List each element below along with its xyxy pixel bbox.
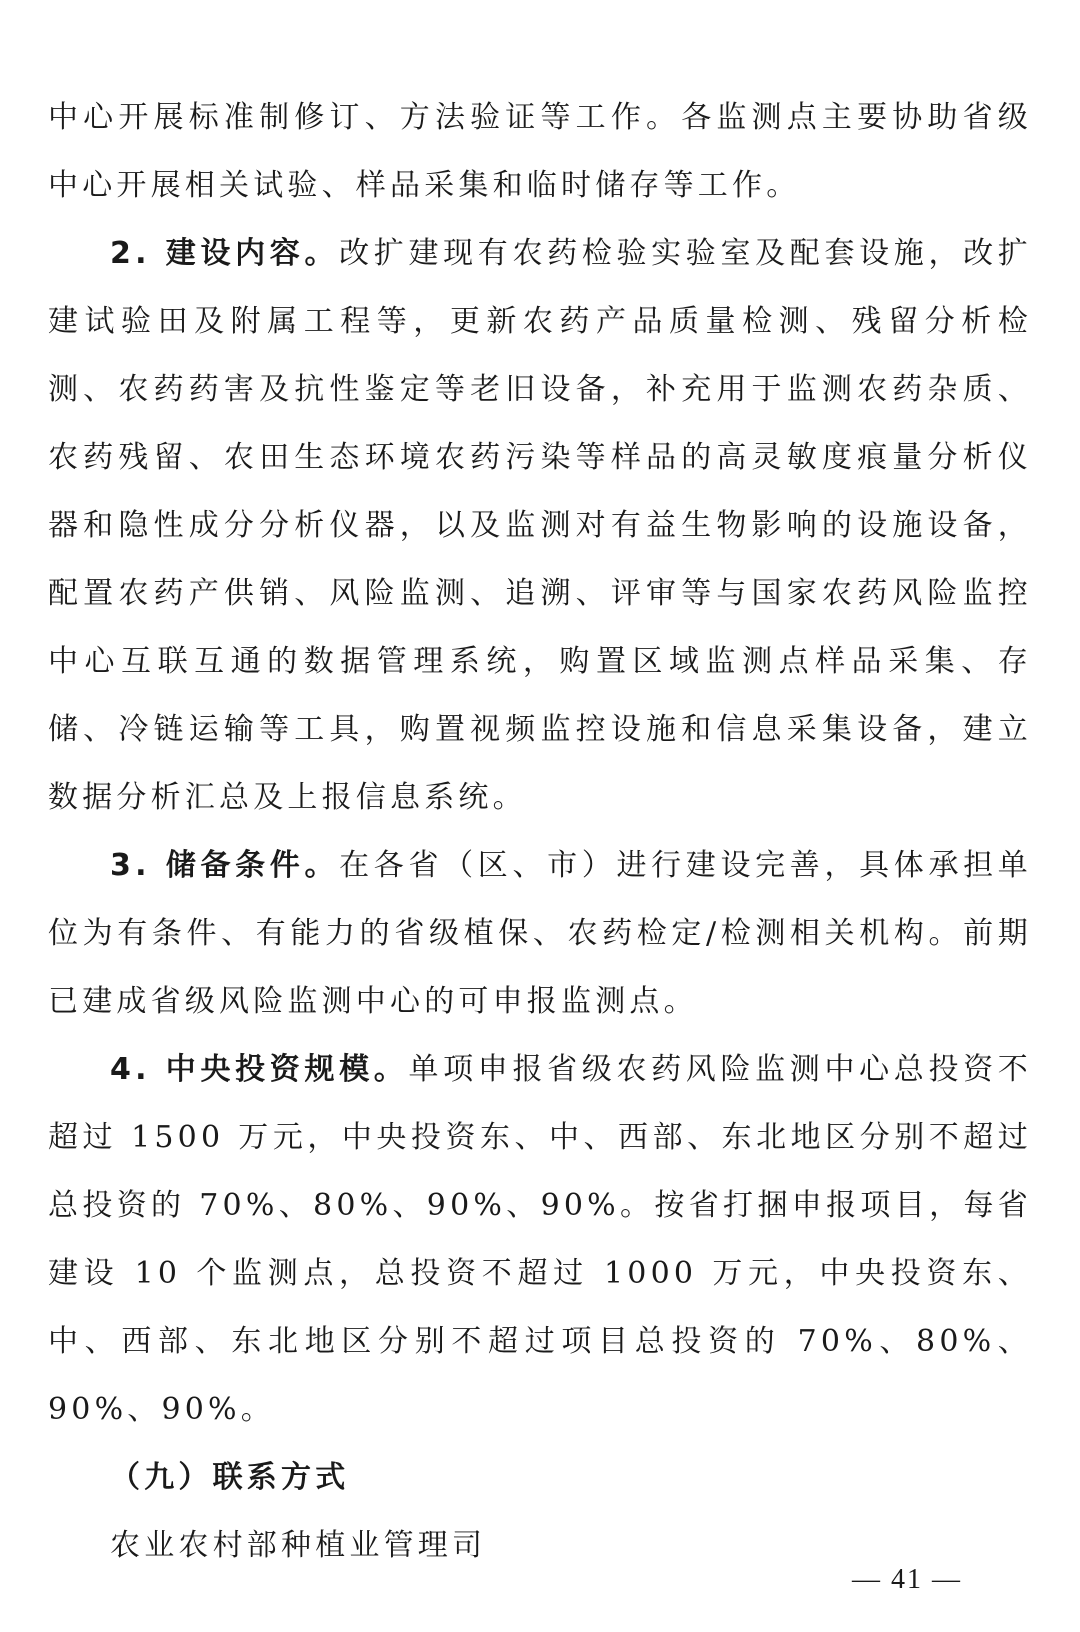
paragraph-body: 单项申报省级农药风险监测中心总投资不超过 1500 万元，中央投资东、中、西部、东北地区分别不超过总投资的 70%、80%、90%、90%。按省打捆申报项目，每省建设 10 个监测点，总投资不超过 1000 万元，中央投资东、中、西部、东北地区分别不超过项目总投资的 70%、80%、90%、90%。: [48, 1052, 1032, 1427]
paragraph-heading: 2. 建设内容。: [110, 236, 340, 271]
paragraph-heading: 4. 中央投资规模。: [110, 1052, 409, 1087]
page-number: — 41 —: [852, 1564, 962, 1595]
paragraph-investment-scale: [48, 1036, 1032, 1444]
section-title: （九）联系方式: [110, 1460, 350, 1495]
paragraph-body: 改扩建现有农药检验实验室及配套设施，改扩建试验田及附属工程等，更新农药产品质量检测、残留分析检测、农药药害及抗性鉴定等老旧设备，补充用于监测农药杂质、农药残留、农田生态环境农药污染等样品的高灵敏度痕量分析仪器和隐性成分分析仪器，以及监测对有益生物影响的设施设备，配置农药产供销、风险监测、追溯、评审等与国家农药风险监控中心互联互通的数据管理系统，购置区域监测点样品采集、存储、冷链运输等工具，购置视频监控设施和信息采集设备，建立数据分析汇总及上报信息系统。: [48, 236, 1032, 815]
paragraph-continuation: [48, 84, 1032, 220]
paragraph-reserve-conditions: [48, 832, 1032, 1036]
contact-organization: 农业农村部种植业管理司: [110, 1528, 487, 1563]
paragraph-heading: 3. 储备条件。: [110, 848, 340, 883]
paragraph-body: 中心开展标准制修订、方法验证等工作。各监测点主要协助省级中心开展相关试验、样品采集和临时储存等工作。: [48, 100, 1032, 203]
paragraph-construction-content: [48, 220, 1032, 832]
paragraph-body: 在各省（区、市）进行建设完善，具体承担单位为有条件、有能力的省级植保、农药检定/检测相关机构。前期已建成省级风险监测中心的可申报监测点。: [48, 848, 1032, 1019]
